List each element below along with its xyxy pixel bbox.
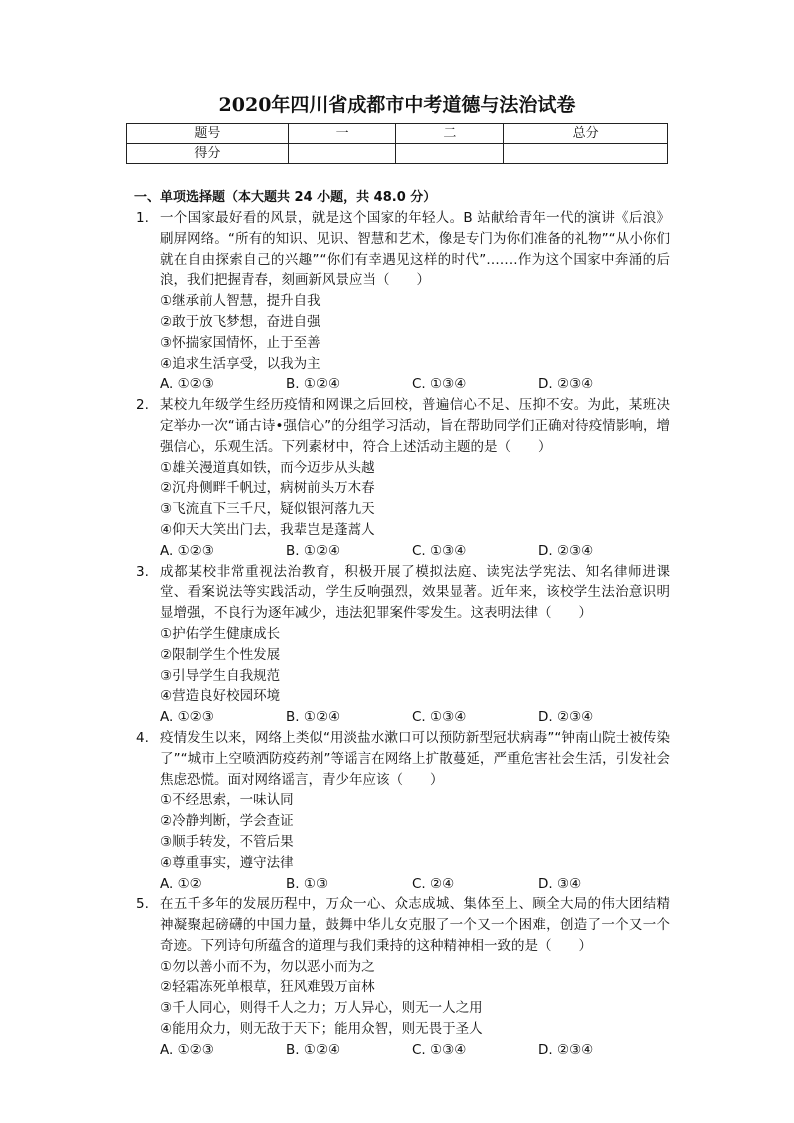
statement-option: ③引导学生自我规范 — [160, 667, 281, 684]
statement-option: ③顺手转发，不管后果 — [160, 833, 294, 850]
statement-option: ②限制学生个性发展 — [160, 646, 281, 663]
question-stem: 一个国家最好看的风景，就是这个国家的年轻人。B 站献给青年一代的演讲《后浪》刷屏网络。“所有的知识、见识、智慧和艺术，像是专门为你们准备的礼物”“从小你们就在自由探索自己的兴趣”“你们有幸遇见这样的时代”…….作为这个国家中奔涌的后浪，我们把握青春，刻画新风景应当（ ） — [160, 210, 670, 289]
answer-choice-d: D. ②③④ — [538, 709, 594, 726]
answer-choices — [160, 541, 670, 562]
answer-choice-a: A. ①② — [160, 875, 202, 892]
question-stem: 某校九年级学生经历疫情和网课之后回校，普遍信心不足、压抑不安。为此，某班决定举办一次“诵古诗•强信心”的分组学习活动，旨在帮助同学们正确对待疫情影响，增强信心，乐观生活。下列素材中，符合上述活动主题的是（ ） — [160, 397, 670, 455]
question-2 — [130, 395, 670, 561]
score-table-header-row — [127, 124, 668, 144]
question-4 — [130, 728, 670, 894]
statement-option: ③飞流直下三千尺，疑似银河落九天 — [160, 501, 375, 518]
question-number: 5. — [136, 896, 149, 913]
answer-choice-d: D. ②③④ — [538, 1041, 594, 1058]
score-cell — [288, 144, 396, 164]
answer-choice-d: D. ②③④ — [538, 542, 594, 559]
answer-choice-c: C. ①③④ — [412, 1041, 467, 1058]
question-3 — [130, 562, 670, 728]
score-table-header-cell: 题号 — [127, 124, 289, 144]
answer-choice-b: B. ①②④ — [286, 709, 341, 726]
score-cell — [504, 144, 668, 164]
statement-option: ③千人同心，则得千人之力；万人异心，则无一人之用 — [160, 1000, 483, 1017]
score-cell — [396, 144, 504, 164]
statement-option: ①雄关漫道真如铁，而今迈步从头越 — [160, 459, 375, 476]
statement-option: ②敢于放飞梦想，奋进自强 — [160, 313, 321, 330]
question-number: 2. — [136, 397, 149, 414]
question-stem: 成都某校非常重视法治教育，积极开展了模拟法庭、读宪法学宪法、知名律师进课堂、看案说法等实践活动，学生反响强烈，效果显著。近年来，该校学生法治意识明显增强，不良行为逐年减少，违法犯罪案件零发生。这表明法律（ ） — [160, 563, 670, 622]
answer-choice-a: A. ①②③ — [160, 542, 214, 559]
section-heading: 一、单项选择题（本大题共 24 小题，共 48.0 分） — [134, 190, 437, 205]
question-1 — [130, 208, 670, 395]
statement-option: ②轻霜冻死单根草，狂风难毁万亩林 — [160, 979, 375, 996]
score-table-header-cell: 一 — [288, 124, 396, 144]
score-table-header-cell: 二 — [396, 124, 504, 144]
answer-choice-c: C. ①③④ — [412, 376, 467, 393]
answer-choice-d: D. ③④ — [538, 875, 582, 892]
statement-option: ③怀揣家国情怀，止于至善 — [160, 334, 321, 351]
score-row-label: 得分 — [127, 144, 289, 164]
page-title: 2020年四川省成都市中考道德与法治试卷 — [218, 94, 576, 116]
statement-option: ②冷静判断，学会查证 — [160, 813, 294, 830]
statement-option: ④营造良好校园环境 — [160, 688, 281, 705]
score-table-header-cell: 总分 — [504, 124, 668, 144]
score-table — [126, 123, 668, 164]
question-list — [130, 208, 670, 1061]
answer-choice-c: C. ①③④ — [412, 542, 467, 559]
answer-choices — [160, 707, 670, 728]
statement-option: ②沉舟侧畔千帆过，病树前头万木春 — [160, 480, 375, 497]
answer-choice-b: B. ①②④ — [286, 542, 341, 559]
answer-choices — [160, 374, 670, 395]
question-stem: 疫情发生以来，网络上类似“用淡盐水漱口可以预防新型冠状病毒”“钟南山院士被传染了”“城市上空喷洒防疫药剂”等谣言在网络上扩散蔓延，严重危害社会生活，引发社会焦虑恐慌。面对网络谣言，青少年应该（ ） — [160, 729, 670, 788]
statement-option: ①护佑学生健康成长 — [160, 625, 281, 642]
question-5 — [130, 894, 670, 1060]
question-stem: 在五千多年的发展历程中，万众一心、众志成城、集体至上、顾全大局的伟大团结精神凝聚起磅礴的中国力量，鼓舞中华儿女克服了一个又一个困难，创造了一个又一个奇迹。下列诗句所蕴含的道理与我们秉持的这种精神相一致的是（ ） — [160, 896, 670, 954]
statement-option: ①勿以善小而不为，勿以恶小而为之 — [160, 958, 375, 975]
answer-choice-b: B. ①②④ — [286, 1041, 341, 1058]
answer-choice-a: A. ①②③ — [160, 1041, 214, 1058]
answer-choice-b: B. ①③ — [286, 875, 329, 892]
score-table-score-row — [127, 144, 668, 164]
statement-option: ④追求生活享受，以我为主 — [160, 355, 321, 372]
answer-choice-c: C. ①③④ — [412, 709, 467, 726]
statement-option: ④能用众力，则无敌于天下；能用众智，则无畏于圣人 — [160, 1021, 483, 1038]
answer-choices — [160, 874, 670, 895]
answer-choice-d: D. ②③④ — [538, 376, 594, 393]
statement-option: ④尊重事实，遵守法律 — [160, 854, 294, 871]
statement-option: ④仰天大笑出门去，我辈岂是蓬蒿人 — [160, 521, 375, 538]
question-number: 1. — [136, 210, 149, 226]
answer-choice-a: A. ①②③ — [160, 376, 214, 393]
question-number: 3. — [136, 563, 149, 580]
statement-option: ①不经思索，一味认同 — [160, 792, 294, 809]
question-number: 4. — [136, 729, 149, 746]
answer-choices — [160, 1040, 670, 1061]
statement-option: ①继承前人智慧，提升自我 — [160, 293, 321, 310]
answer-choice-b: B. ①②④ — [286, 376, 341, 393]
answer-choice-a: A. ①②③ — [160, 709, 214, 726]
answer-choice-c: C. ②④ — [412, 875, 455, 892]
